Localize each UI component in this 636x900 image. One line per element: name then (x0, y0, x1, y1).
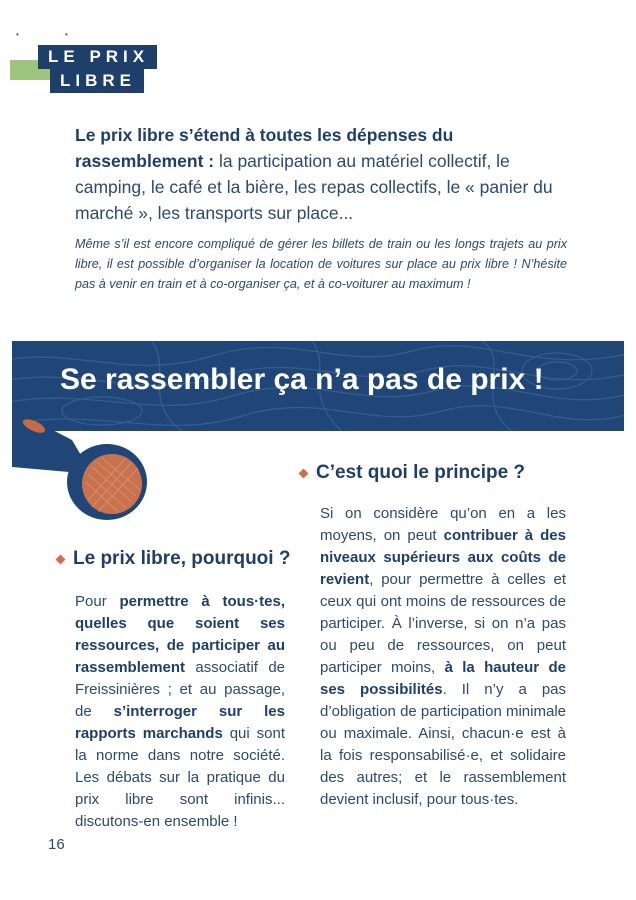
tag-line-1: LE PRIX (38, 45, 157, 69)
left-b1: permettre à tous·tes, quelles que soient ses ressources, de participer au rassemblement (75, 593, 286, 676)
heading-why (57, 548, 290, 570)
left-p3: qui sont la norme dans notre société. Les débats sur la pratique du prix libre sont infinis... discutons-en ensemble ! (75, 725, 285, 830)
right-column-text (320, 503, 566, 811)
section-tag (38, 45, 157, 93)
left-p2: associatif de Freissinières ; et au passage, de (75, 659, 285, 720)
italic-note: Même s’il est encore compliqué de gérer les billets de train ou les longs trajets au prix libre, il est possible d’organiser la location de voitures sur place au prix libre ! N’hésite pas à venir en train et à co-organiser ça, et à co-voiturer au maximum ! (75, 237, 567, 291)
heading-why-text: Le prix libre, pourquoi ? (73, 548, 291, 569)
right-b1: contribuer à des niveaux supérieurs aux coûts de revient (320, 527, 566, 588)
tag-line-2: LIBRE (50, 69, 144, 93)
right-p2: , pour permettre à celles et ceux qui ont moins de ressources de participer. À l’inverse, si on n’a pas ou peu de ressources, on peut participer moins, (320, 571, 566, 676)
diamond-bullet-icon (299, 468, 309, 478)
left-b2: s’interroger sur les rapports marchands (75, 703, 285, 742)
right-p1: Si on considère qu’on en a les moyens, on peut (320, 505, 566, 544)
heading-principle (300, 462, 525, 484)
right-b2: à la hauteur de ses possibilités (320, 659, 566, 698)
intro-bold: Le prix libre s’étend à toutes les dépenses du rassemblement : (75, 125, 454, 171)
intro-rest: la participation au matériel collectif, le camping, le café et la bière, les repas collectifs, le « panier du marché », les transports sur place... (75, 151, 553, 223)
right-p3: . Il n’y a pas d’obligation de participation minimale ou maximale. Ainsi, chacun·e est à la fois responsabilisé·e, et solidaire des autres; et le rassemblement devient inclusif, pour tous·tes. (320, 681, 567, 808)
left-column-text (75, 591, 285, 833)
scan-marks: • • (16, 30, 90, 39)
intro-paragraph (75, 122, 585, 226)
flashlight-icon (12, 412, 152, 527)
diamond-bullet-icon (56, 554, 66, 564)
heading-principle-text: C’est quoi le principe ? (316, 462, 526, 483)
page-number: 16 (48, 836, 65, 853)
left-p1: Pour (75, 593, 120, 610)
banner-title: Se rassembler ça n’a pas de prix ! (60, 363, 544, 396)
